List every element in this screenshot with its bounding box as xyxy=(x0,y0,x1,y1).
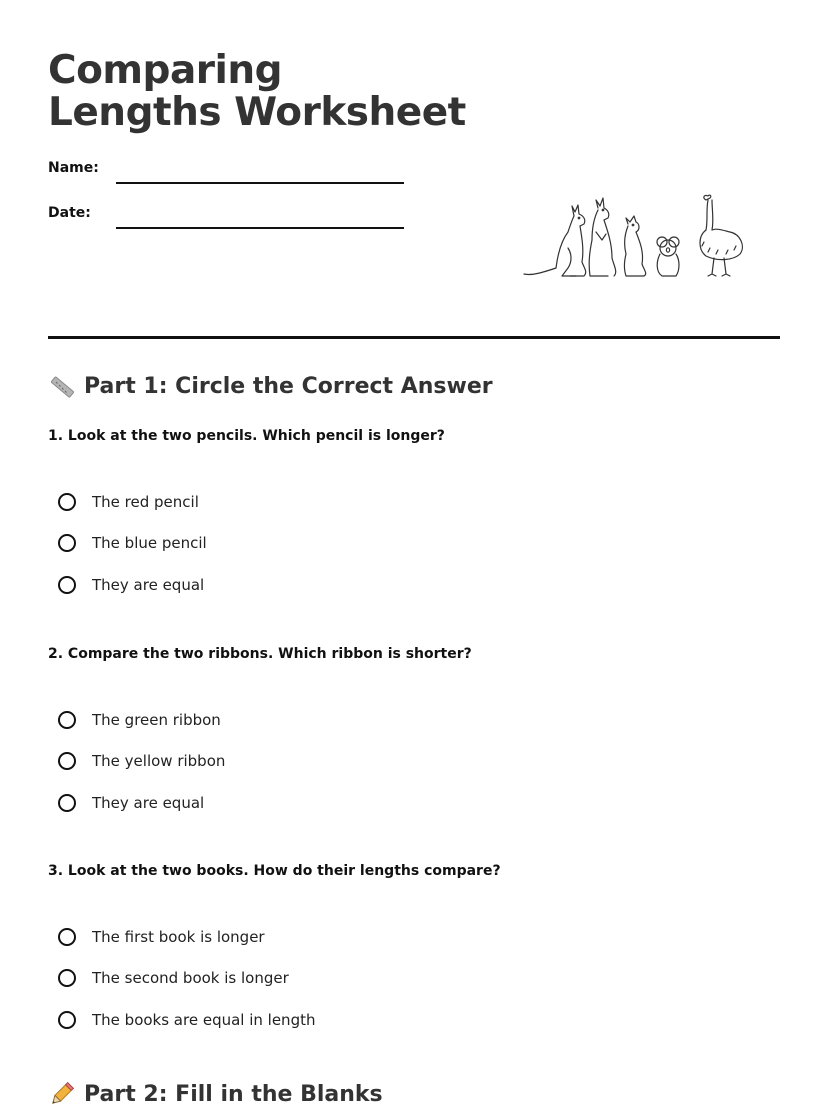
name-line[interactable] xyxy=(116,182,404,184)
option-q1-c[interactable] xyxy=(58,573,204,597)
option-label: The green ribbon xyxy=(92,711,221,729)
name-label: Name: xyxy=(48,160,99,176)
question-1: 1. Look at the two pencils. Which pencil is longer? xyxy=(48,428,445,444)
option-label: The yellow ribbon xyxy=(92,752,226,770)
option-q2-c[interactable] xyxy=(58,791,204,815)
option-label: They are equal xyxy=(92,576,205,594)
emu-illustration xyxy=(700,195,742,276)
worksheet-title: Comparing Lengths Worksheet xyxy=(48,48,466,135)
option-label: The first book is longer xyxy=(92,928,265,946)
ruler-icon xyxy=(48,372,76,400)
radio-button[interactable] xyxy=(58,752,76,770)
question-3: 3. Look at the two books. How do their lengths compare? xyxy=(48,863,501,879)
radio-button[interactable] xyxy=(58,1011,76,1029)
section-divider xyxy=(48,336,780,339)
option-label: The red pencil xyxy=(92,493,199,511)
radio-button[interactable] xyxy=(58,928,76,946)
option-q3-b[interactable] xyxy=(58,966,289,990)
option-q2-a[interactable] xyxy=(58,708,221,732)
name-field[interactable] xyxy=(48,160,408,194)
animals-illustration xyxy=(518,188,762,284)
option-q1-a[interactable] xyxy=(58,490,199,514)
pencil-icon xyxy=(48,1080,76,1108)
date-label: Date: xyxy=(48,205,91,221)
option-q2-b[interactable] xyxy=(58,749,225,773)
option-q1-b[interactable] xyxy=(58,531,207,555)
radio-button[interactable] xyxy=(58,969,76,987)
kangaroo-illustration-2 xyxy=(589,198,616,276)
option-label: The books are equal in length xyxy=(92,1011,316,1029)
option-q3-c[interactable] xyxy=(58,1008,315,1032)
part1-heading-text: Part 1: Circle the Correct Answer xyxy=(84,373,493,399)
wallaby-illustration xyxy=(625,216,646,276)
radio-button[interactable] xyxy=(58,711,76,729)
radio-button[interactable] xyxy=(58,493,76,511)
option-q3-a[interactable] xyxy=(58,925,265,949)
date-line[interactable] xyxy=(116,227,404,229)
part2-heading xyxy=(48,1080,383,1108)
kangaroo-illustration-1 xyxy=(524,205,586,276)
part1-heading xyxy=(48,372,493,400)
radio-button[interactable] xyxy=(58,576,76,594)
question-2: 2. Compare the two ribbons. Which ribbon is shorter? xyxy=(48,646,472,662)
part2-heading-text: Part 2: Fill in the Blanks xyxy=(84,1081,383,1107)
option-label: The blue pencil xyxy=(92,534,207,552)
option-label: The second book is longer xyxy=(92,969,289,987)
radio-button[interactable] xyxy=(58,794,76,812)
date-field[interactable] xyxy=(48,205,408,239)
radio-button[interactable] xyxy=(58,534,76,552)
koala-illustration xyxy=(657,237,679,276)
option-label: They are equal xyxy=(92,794,205,812)
